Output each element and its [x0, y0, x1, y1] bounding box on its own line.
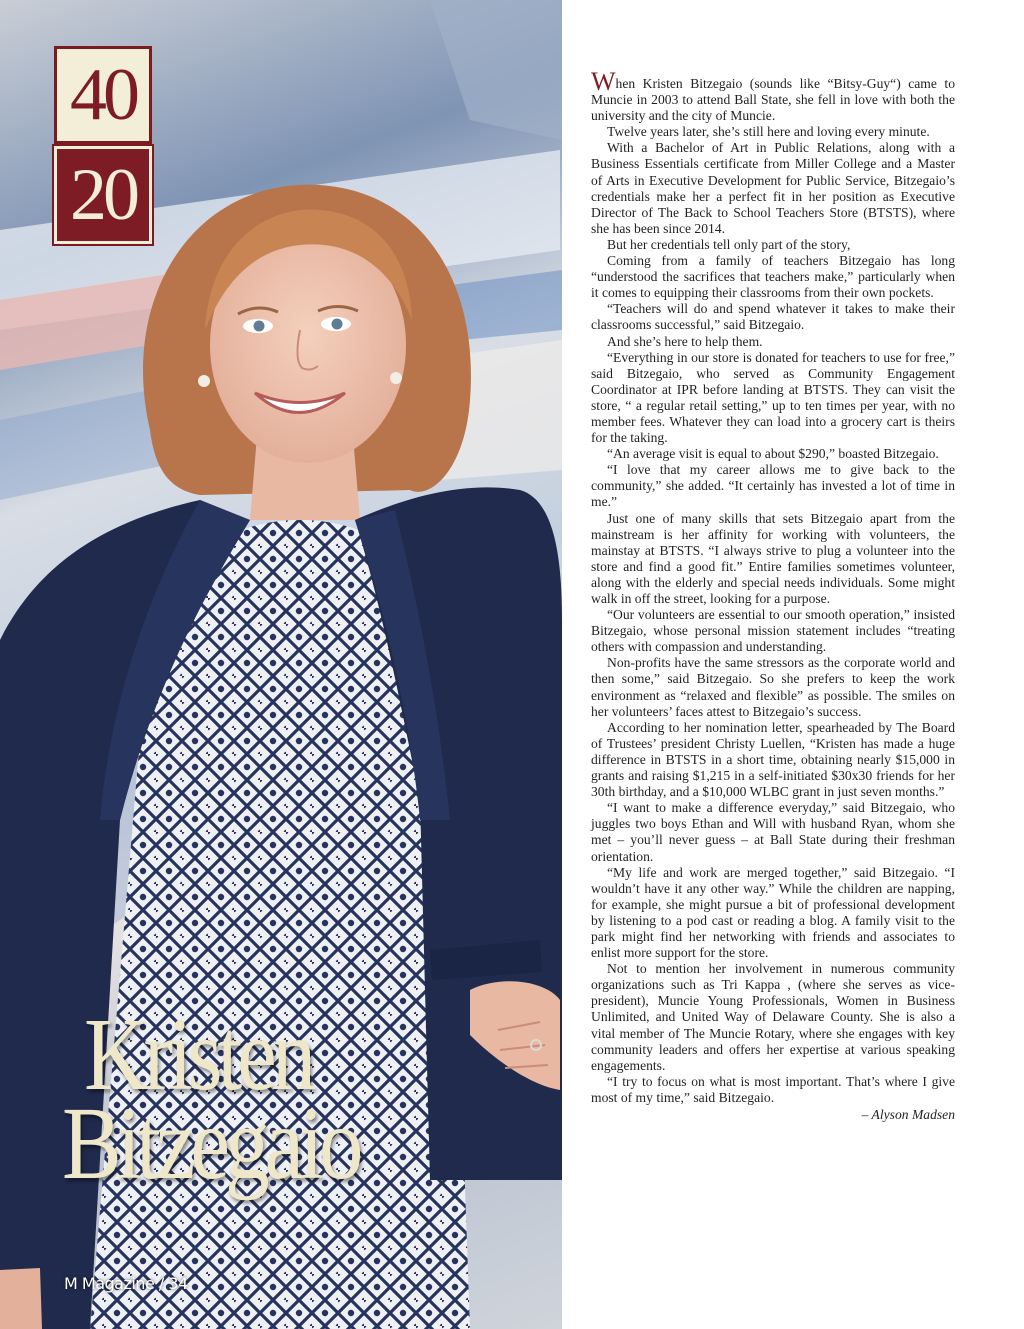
- article-paragraph: Just one of many skills that sets Bitzegaio apart from the mainstream is her affinity for working with volunteers, the mainstay at BTSTS. “I always strive to plug a volunteer into the store and find a good fit.” Entire families sometimes volunteer, along with the elderly and special needs individuals. Some might walk in off the street, looking for a purpose.: [591, 510, 955, 606]
- lead-text: hen Kristen Bitzegaio (sounds like “Bitsy-Guy“) came to Muncie in 2003 to attend Ball State, she fell in love with both the university and the city of Muncie.: [591, 76, 955, 124]
- article-paragraph: Not to mention her involvement in numerous community organizations such as Tri Kappa , (where she serves as vice-president), Muncie Young Professionals, Women in Business Unlimited, and United Way of Delaware County. She is also a vital member of The Muncie Rotary, where she engages with key community leaders and offers her expertise at various speaking engagements.: [591, 961, 955, 1073]
- badge-20: 20: [54, 146, 152, 244]
- article-paragraph: But her credentials tell only part of the story,: [607, 236, 851, 252]
- article-paragraph: “Teachers will do and spend whatever it takes to make their classrooms successful,” said Bitzegaio.: [591, 301, 955, 333]
- article-paragraph: Non-profits have the same stressors as the corporate world and then some,” said Bitzegaio. So she prefers to keep the work environment as “relaxed and flexible” as possible. The smiles on her volunteers’ faces attest to Bitzegaio’s success.: [591, 655, 955, 719]
- article-paragraph: “I try to focus on what is most important. That’s where I give most of my time,” said Bitzegaio.: [591, 1073, 955, 1105]
- article-paragraph: With a Bachelor of Art in Public Relations, along with a Business Essentials certificate from Miller College and a Master of Arts in Executive Development for Public Service, Bitzegaio’s credentials make her a perfect fit in her position as Executive Director of The Back to School Teachers Store (BTSTS), where she has been since 2014.: [591, 140, 955, 236]
- drop-cap: W: [591, 67, 616, 96]
- article-paragraph: And she’s here to help them.: [607, 333, 763, 349]
- article-paragraph: “I want to make a difference everyday,” said Bitzegaio, who juggles two boys Ethan and Will with husband Ryan, whom she met – you’ll never guess – at Ball State during their freshman orientation.: [591, 800, 955, 864]
- article-paragraph: Twelve years later, she’s still here and loving every minute.: [607, 124, 930, 140]
- page-folio: M Magazine / 34: [64, 1274, 188, 1293]
- name-first: Kristen: [84, 997, 312, 1112]
- article-body: [591, 67, 955, 1123]
- article-paragraph: According to her nomination letter, spearheaded by The Board of Trustees’ president Christy Luellen, “Kristen has made a huge difference in BTSTS in a short time, obtaining nearly $15,000 in grants and raising $1,215 in a self-initiated $30x30 friends for her 30th birthday, and a $10,000 WLBC grant in just seven months.”: [591, 719, 955, 800]
- article-paragraph: “My life and work are merged together,” said Bitzegaio. “I wouldn’t have it any other way.” While the children are napping, for example, she might pursue a bit of professional development by listening to a pod cast or reading a blog. A family visit to the park might find her networking with friends and associates to enlist more support for the store.: [591, 864, 955, 961]
- badge-40: 40: [54, 46, 152, 144]
- article-paragraph: “Our volunteers are essential to our smooth operation,” insisted Bitzegaio, whose personal mission statement includes “treating others with compassion and understanding.: [591, 607, 955, 655]
- byline: – Alyson Madsen: [861, 1107, 955, 1122]
- article-paragraph: “Everything in our store is donated for teachers to use for free,” said Bitzegaio, who served as Community Engagement Coordinator at IPR before landing at BTSTS. They can visit the store, “ a regular retail setting,” up to ten times per year, with no member fees. Whatever they can load into a grocery cart is theirs for the taking.: [591, 349, 955, 446]
- lead-paragraph: [591, 67, 955, 124]
- name-last: Bitzegaio: [62, 1086, 359, 1201]
- article-paragraph: Coming from a family of teachers Bitzegaio has long “understood the sacrifices that teachers make,” particularly when it comes to equipping their classrooms from their own pockets.: [591, 253, 955, 301]
- article-paragraph: “I love that my career allows me to give back to the community,” she added. “It certainly has invested a lot of time in me.”: [591, 462, 955, 510]
- article-paragraph: “An average visit is equal to about $290,” boasted Bitzegaio.: [607, 446, 939, 462]
